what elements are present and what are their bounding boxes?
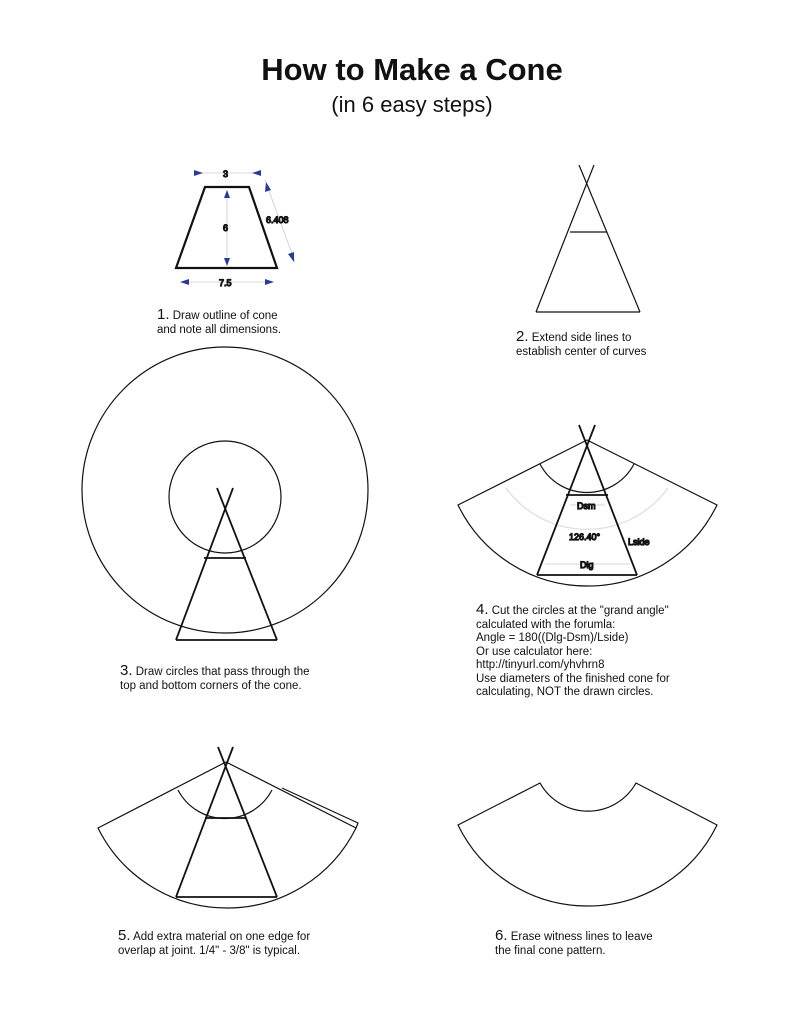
step2-extended-cone [536, 165, 640, 312]
page-subtitle: (in 6 easy steps) [331, 92, 493, 117]
step3-circles [82, 347, 368, 640]
step5-caption: 5. Add extra material on one edge for overlap at joint. 1/4" - 3/8" is typical. [118, 927, 311, 957]
step5-sector-with-flap [98, 747, 358, 908]
step3-caption: 3. Draw circles that pass through the top and bottom corners of the cone. [120, 662, 310, 692]
step4-caption: 4. Cut the circles at the "grand angle" calculated with the forumla: Angle = 180((Dlg-Dsm)/Lside) Or use calculator here: http://tinyurl.com/yhvhrn8 Use diameters of the finished cone for calculating, NOT the drawn circles. [476, 601, 670, 698]
dim-height: 6 [223, 223, 229, 233]
dim-angle: 126.40° [569, 532, 601, 542]
dim-lside: Lside [628, 537, 650, 547]
step6-final-pattern [458, 783, 717, 906]
step1-trapezoid [176, 169, 295, 288]
dim-side: 6.408 [266, 215, 289, 225]
dim-top: 3 [223, 169, 229, 179]
step4-sector [458, 425, 717, 586]
page-title: How to Make a Cone [261, 52, 563, 87]
step6-caption: 6. Erase witness lines to leave the final cone pattern. [495, 927, 653, 957]
dim-dsm: Dsm [577, 501, 596, 511]
step2-caption: 2. Extend side lines to establish center of curves [516, 328, 647, 358]
dim-bottom: 7.5 [219, 278, 232, 288]
dim-dlg: Dlg [580, 560, 594, 570]
step1-caption: 1. Draw outline of cone and note all dimensions. [157, 306, 282, 336]
